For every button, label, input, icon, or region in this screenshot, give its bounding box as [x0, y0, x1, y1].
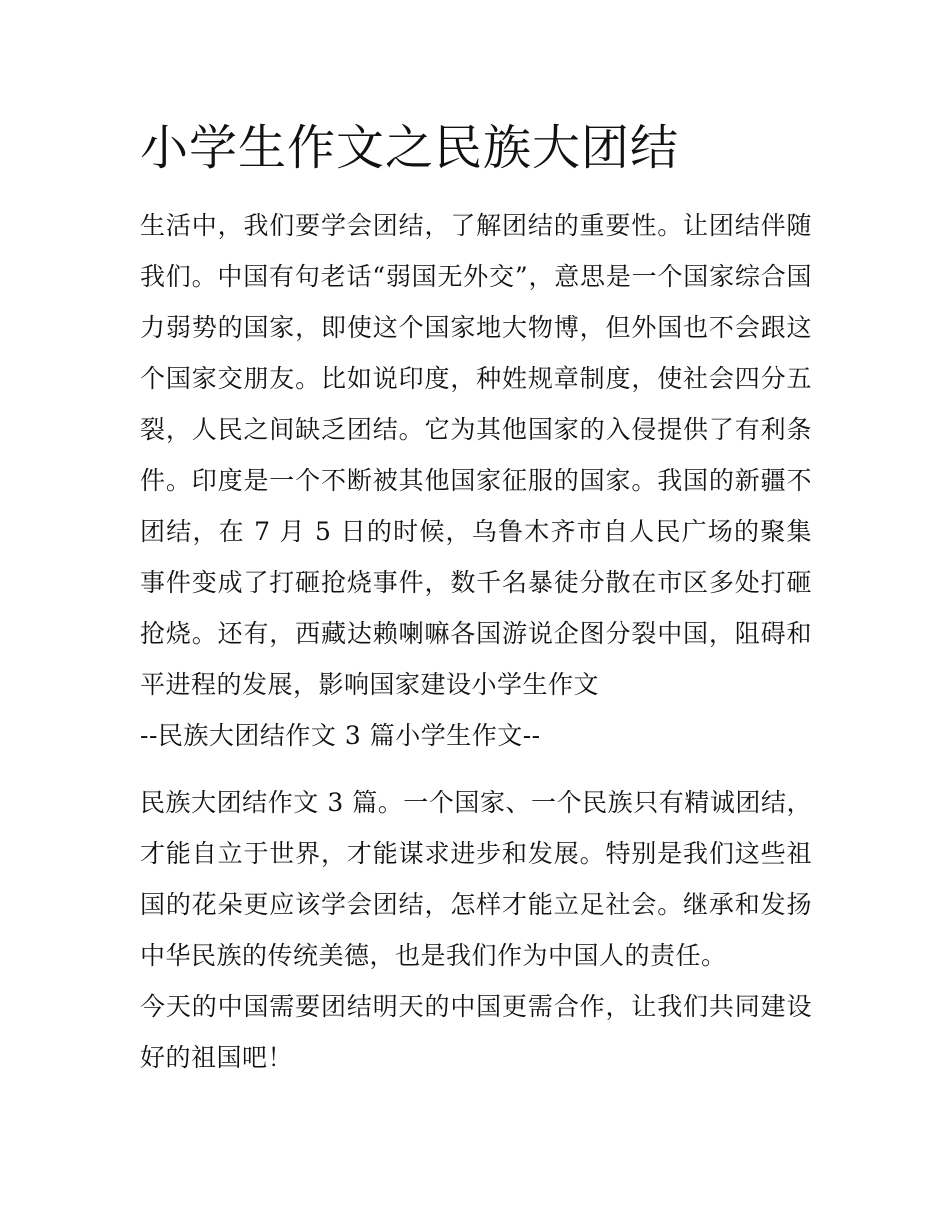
section-subheading: --民族大团结作文 3 篇小学生作文--	[140, 721, 541, 750]
paragraph-unity: 民族大团结作文 3 篇。一个国家、一个民族只有精诚团结，才能自立于世界，才能谋求进步和发展。特别是我们这些祖国的花朵更应该学会团结，怎样才能立足社会。继承和发扬中华民族的传统美德，也是我们作为中国人的责任。	[140, 788, 812, 970]
document-page	[140, 112, 812, 1083]
paragraph-intro: 生活中，我们要学会团结，了解团结的重要性。让团结伴随我们。中国有句老话“弱国无外交”，意思是一个国家综合国力弱势的国家，即使这个国家地大物博，但外国也不会跟这个国家交朋友。比如说印度，种姓规章制度，使社会四分五裂，人民之间缺乏团结。它为其他国家的入侵提供了有利条件。印度是一个不断被其他国家征服的国家。我国的新疆不团结，在 7 月 5 日的时候，乌鲁木齐市自人民广场的聚集事件变成了打砸抢烧事件，数千名暴徒分散在市区多处打砸抢烧。还有，西藏达赖喇嘛各国游说企图分裂中国，阻碍和平进程的发展，影响国家建设小学生作文	[140, 211, 812, 699]
paragraph-closing: 今天的中国需要团结明天的中国更需合作，让我们共同建设好的祖国吧！	[140, 992, 812, 1072]
document-title: 小学生作文之民族大团结	[140, 120, 680, 176]
